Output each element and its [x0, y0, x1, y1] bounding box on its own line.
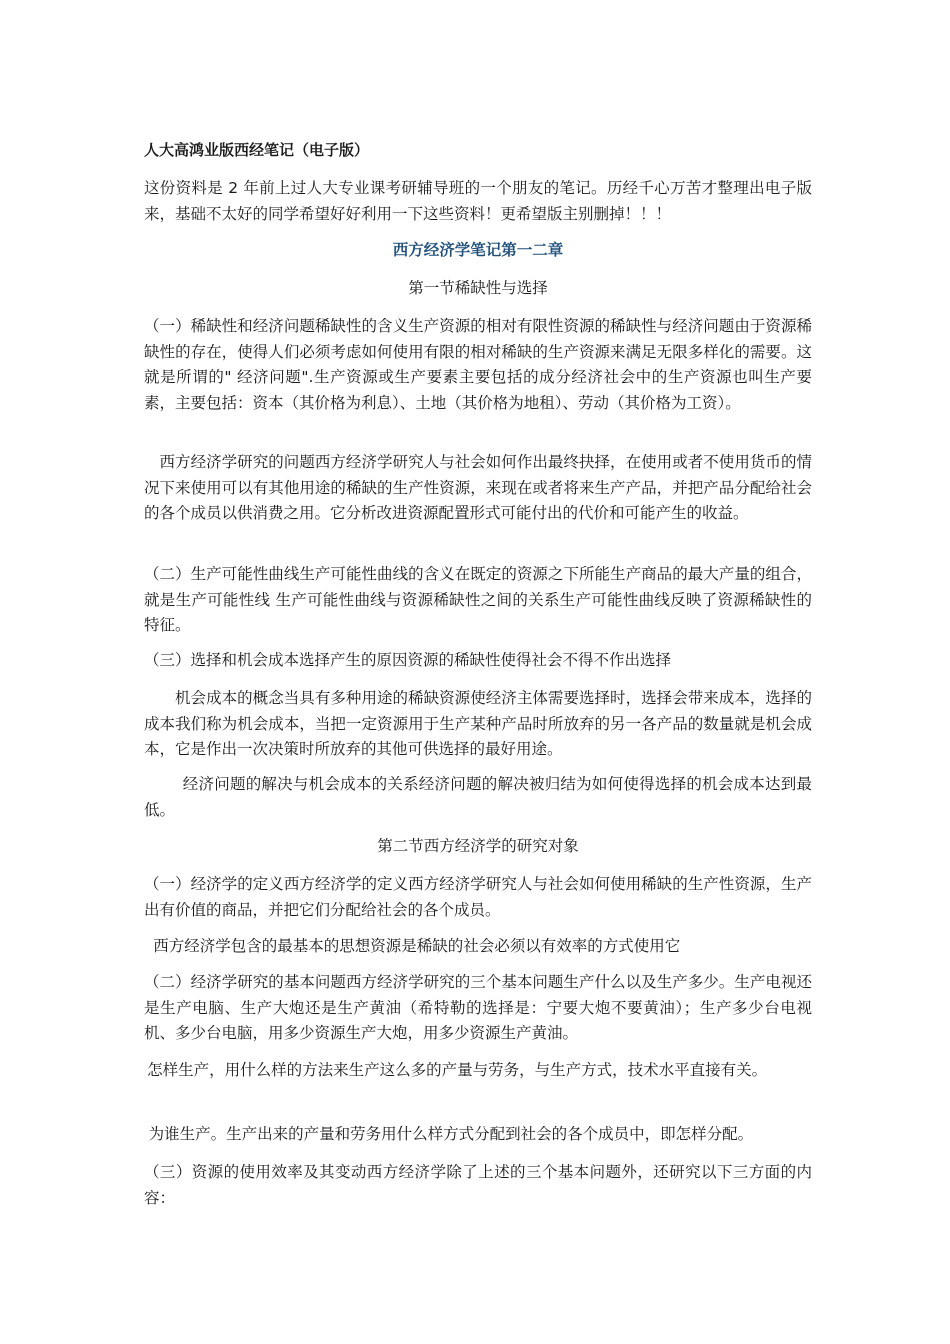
paragraph-research-question: 西方经济学研究的问题西方经济学研究人与社会如何作出最终抉择，在使用或者不使用货币的情况下来使用可以有其他用途的稀缺的生产性资源，来现在或者将来生产产品，并把产品分配给社会的各个成员以供消费之用。它分析改进资源配置形式可能付出的代价和可能产生的收益。 [144, 453, 812, 522]
intro-paragraph: 这份资料是 2 年前上过人大专业课考研辅导班的一个朋友的笔记。历经千心万苦才整理出电子版来，基础不太好的同学希望好好利用一下这些资料！更希望版主别删掉！！！ [144, 179, 812, 223]
chapter-title: 西方经济学笔记第一二章 [392, 241, 564, 259]
paragraph-scarcity: （一）稀缺性和经济问题稀缺性的含义生产资源的相对有限性资源的稀缺性与经济问题由于资源稀缺性的存在，使得人们必须考虑如何使用有限的相对稀缺的生产资源来满足无限多样化的需要。这就是所谓的" 经济问题".生产资源或生产要素主要包括的成分经济社会中的生产资源也叫生产要素，主要包括：资本（其价格为利息）、土地（其价格为地租）、劳动（其价格为工资）。 [144, 317, 812, 412]
paragraph-econ-problem-solution: 经济问题的解决与机会成本的关系经济问题的解决被归结为如何使得选择的机会成本达到最低。 [144, 775, 812, 819]
document-title: 人大高鸿业版西经笔记（电子版） [144, 141, 370, 159]
section-title-1: 第一节稀缺性与选择 [408, 279, 548, 297]
paragraph-resource-efficiency: （三）资源的使用效率及其变动西方经济学除了上述的三个基本问题外，还研究以下三方面的内容： [144, 1163, 812, 1207]
paragraph-basic-problems: （二）经济学研究的基本问题西方经济学研究的三个基本问题生产什么以及生产多少。生产电视还是生产电脑、生产大炮还是生产黄油（希特勒的选择是：宁要大炮不要黄油）；生产多少台电视机、多少台电脑，用多少资源生产大炮，用多少资源生产黄油。 [144, 973, 812, 1042]
paragraph-ppf: （二）生产可能性曲线生产可能性曲线的含义在既定的资源之下所能生产商品的最大产量的组合，就是生产可能性线 生产可能性曲线与资源稀缺性之间的关系生产可能性曲线反映了资源稀缺性的特征。 [144, 565, 812, 634]
paragraph-how-to-produce: 怎样生产，用什么样的方法来生产这么多的产量与劳务，与生产方式，技术水平直接有关。 [147, 1061, 768, 1079]
section-title-2: 第二节西方经济学的研究对象 [377, 837, 579, 855]
paragraph-opportunity-cost: 机会成本的概念当具有多种用途的稀缺资源使经济主体需要选择时，选择会带来成本，选择的成本我们称为机会成本，当把一定资源用于生产某种产品时所放弃的另一各产品的数量就是机会成本，它是作出一次决策时所放弃的其他可供选择的最好用途。 [144, 689, 812, 758]
paragraph-basic-idea: 西方经济学包含的最基本的思想资源是稀缺的社会必须以有效率的方式使用它 [153, 937, 681, 955]
paragraph-choice: （三）选择和机会成本选择产生的原因资源的稀缺性使得社会不得不作出选择 [144, 651, 672, 669]
paragraph-for-whom: 为谁生产。生产出来的产量和劳务用什么样方式分配到社会的各个成员中，即怎样分配。 [148, 1125, 754, 1143]
paragraph-definition: （一）经济学的定义西方经济学的定义西方经济学研究人与社会如何使用稀缺的生产性资源，生产出有价值的商品，并把它们分配给社会的各个成员。 [144, 875, 812, 919]
